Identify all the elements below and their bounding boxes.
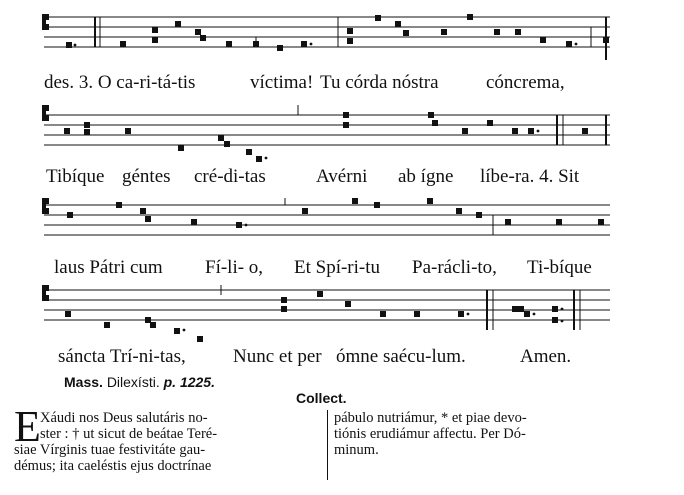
staff-2 [0,98,684,164]
mass-page: p. 1225. [163,374,215,390]
staff-3 [0,188,684,248]
syllable-group: Tibíque [46,166,105,187]
syllable-group: Ti-bíque [527,257,592,278]
syllable-group: Tu córda nóstra [320,72,439,93]
collect-line: démus; ita caeléstis ejus doctrínae [14,458,212,474]
syllable-group: Fí-li- o, [205,257,264,278]
collect-line: siae Vírginis tuae festivitáte gau- [14,442,206,458]
chant-staff-4 [0,278,684,342]
collect-line: tiónis erudiámur affectu. Per Dó- [334,426,526,442]
collect-line: minum. [334,442,379,458]
syllable-group: cré-di-tas [194,166,266,187]
collect-line: pábulo nutriámur, * et piae devo- [334,410,527,426]
syllable-group: Avérni [316,166,368,187]
syllable-group: cóncrema, [486,72,565,93]
chant-staff-2 [0,98,684,164]
mass-label: Mass. [64,374,103,390]
collect-line: ster : † ut sicut de beátae Teré- [40,426,218,442]
chant-staff-3 [0,188,684,248]
drop-cap: E [14,402,41,451]
syllable-group: géntes [122,166,171,187]
syllable-group: sáncta Trí-ni-tas, [58,346,186,367]
syllable-group: Amen. [520,346,572,367]
syllable-group: des. 3. O ca-ri-tá-tis [44,72,196,93]
syllable-group: Nunc et per [233,346,322,367]
staff-4 [0,278,684,342]
syllable-group: laus Pátri cum [54,257,163,278]
syllable-group: líbe-ra. 4. Sit [480,166,580,187]
syllable-group: Et Spí-ri-tu [294,257,381,278]
syllable-group: Pa-rácli-to, [412,257,497,278]
collect-right-column [334,410,614,458]
syllable-group: ómne saécu-lum. [336,346,466,367]
collect-left-column [14,410,326,474]
mass-reference [64,374,215,390]
syllable-group: víctima! [250,72,314,93]
staff-1 [0,0,684,62]
mass-ref: Dilexísti. [106,374,160,390]
chant-staff-1 [0,0,684,62]
collect-title: Collect. [296,390,347,406]
syllable-group: ab ígne [398,166,454,187]
collect-line: Xáudi nos Deus salutáris no- [40,410,208,426]
column-divider [327,410,328,480]
